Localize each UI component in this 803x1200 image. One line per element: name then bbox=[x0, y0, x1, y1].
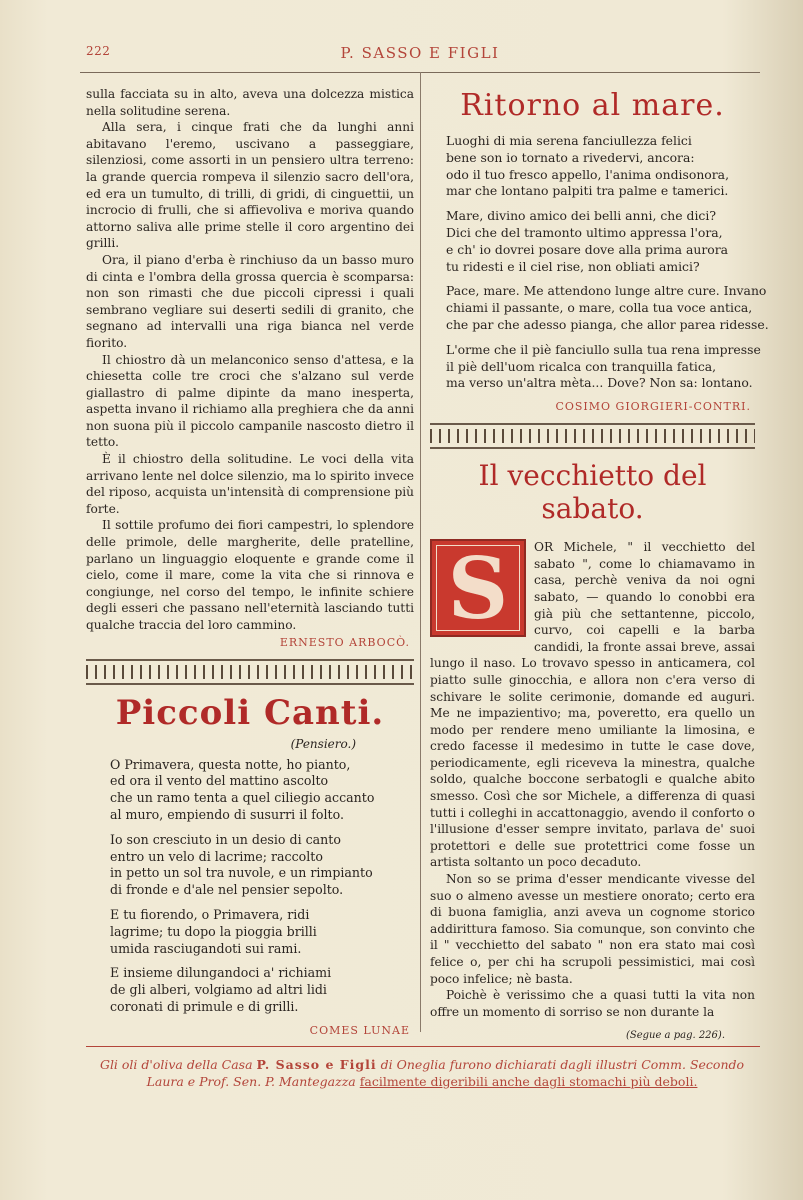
poem-subtitle: (Pensiero.) bbox=[290, 736, 356, 751]
stanza bbox=[110, 832, 414, 899]
article-paragraph: Ora, il piano d'erba è rinchiuso da un basso muro di cinta e l'ombra della grossa quercia è scomparsa: non son rimasti che due piccoli cipressi i quali sembrano vegliare sui deserti sedili di granito, che segnano ad intervalli una riga bianca nel verde fiorito. bbox=[86, 252, 414, 350]
poem-title: Piccoli Canti. bbox=[115, 692, 385, 733]
article-paragraph: È il chiostro della solitudine. Le voci della vita arrivano lente nel dolce silenzio, ma lo spirito invece del riposo, acquista un'intensità di comprensione più forte. bbox=[86, 452, 414, 516]
poem-line: E insieme dilungandoci a' richiami bbox=[110, 965, 332, 981]
poem-line: ma verso un'altra mèta... Dove? Non sa: lontano. bbox=[446, 375, 753, 391]
poem-line: che un ramo tenta a quel ciliegio accanto bbox=[110, 790, 375, 806]
poem-line: Dici che del tramonto ultimo appressa l'ora, bbox=[446, 224, 723, 240]
stanza bbox=[446, 341, 761, 392]
poem-line: bene son io tornato a rivedervi, ancora: bbox=[446, 149, 695, 165]
story-title: Il vecchietto del sabato. bbox=[478, 459, 707, 526]
ornamental-divider bbox=[86, 659, 414, 685]
poem-line: in petto un sol tra nuvole, e un rimpianto bbox=[110, 865, 373, 881]
poem-body bbox=[446, 133, 769, 392]
poem-line: ed ora il vento del mattino ascolto bbox=[110, 773, 329, 789]
advert-text: di Oneglia furono dichiarati dagli illustri Comm. Secondo Laura e Prof. Sen. P. Mantegazza bbox=[146, 1057, 745, 1089]
page-header bbox=[80, 40, 760, 68]
left-column bbox=[86, 86, 414, 1037]
stanza bbox=[110, 757, 414, 824]
poem-signature: COMES LUNAE bbox=[309, 1023, 410, 1037]
continuation-note: (Segue a pag. 226). bbox=[625, 1030, 725, 1042]
ornamental-divider bbox=[430, 423, 755, 449]
story-opening bbox=[430, 539, 755, 871]
poem-body bbox=[110, 757, 414, 1016]
story-paragraph: OR Michele, " il vecchietto del sabato ", come lo chiamavamo in casa, perchè veniva da noi ogni sabato, — quando lo conobbi era già più che settantenne, piccolo, curvo, coi capelli e la barba candidi, la fronte assai breve, assai lungo il naso. Lo trovavo spesso in anticamera, col piatto sulle ginocchia, e allora non c'era verso di schivare le solite cerimonie, domande ed auguri. Me ne impazientivo; ma, poveretto, era quello un modo per rendere meno umiliante la limosina, e credo facesse il medesimo in tutte le case dove, periodicamente, egli riceveva la minestra, qualche soldo, qualche boccone serbatogli e qualche abito smesso. Così che sor Michele, a differenza di quasi tutti i colleghi in accattonaggio, avendo il conforto o l'illusione d'esser sempre invitato, parlava de' suoi protettori e delle sue protettrici come fosse un artista soltanto un poco decaduto. bbox=[430, 540, 755, 870]
stanza bbox=[446, 133, 755, 200]
article-paragraph: sulla facciata su in alto, aveva una dolcezza mistica nella solitudine serena. bbox=[86, 87, 414, 118]
poem-line: di fronde e d'ale nel pensier sepolto. bbox=[110, 882, 344, 898]
stanza bbox=[110, 907, 414, 957]
page-number: 222 bbox=[86, 44, 111, 58]
poem-line: de gli alberi, volgiamo ad altri lidi bbox=[110, 982, 327, 998]
poem-line: umida rasciugandoti sui rami. bbox=[110, 940, 302, 956]
running-title: P. SASSO E FIGLI bbox=[340, 44, 500, 62]
article-paragraph: Alla sera, i cinque frati che da lunghi anni abitavano l'eremo, uscivano a passeggiare, silenziosi, come assorti in un pensiero ultra terreno: la grande quercia rompeva il silenzio sacro dell'ora, ed era un tumulto, di trilli, di gridi, di cinguettii, un incrocio di frulli, che si affievoliva e moriva quando attorno saliva alle prime stelle il coro argentino dei grilli. bbox=[86, 120, 414, 251]
poem-line: Luoghi di mia serena fanciullezza felici bbox=[446, 133, 692, 148]
poem-line: L'orme che il piè fanciullo sulla tua rena impresse bbox=[446, 341, 761, 357]
poem-line: e ch' io dovrei posare dove alla prima aurora bbox=[446, 241, 729, 257]
poem-line: tu ridesti e il ciel rise, non obliati amici? bbox=[446, 258, 700, 274]
advert-text: Gli oli d'oliva della Casa bbox=[99, 1057, 253, 1072]
advert-claim: facilmente digeribili anche dagli stomachi più deboli. bbox=[359, 1074, 698, 1089]
poem-line: il piè dell'uom ricalca con tranquilla fatica, bbox=[446, 358, 717, 374]
poem-line: Pace, mare. Me attendono lunge altre cure. Invano bbox=[446, 283, 767, 299]
poem-line: Mare, divino amico dei belli anni, che dici? bbox=[446, 208, 716, 224]
poem-line: chiami il passante, o mare, colla tua voce antica, bbox=[446, 300, 753, 316]
article-signature: ERNESTO ARBOCÒ. bbox=[279, 635, 410, 649]
right-column bbox=[430, 78, 769, 1042]
story-paragraph: Poichè è verissimo che a quasi tutti la vita non offre un momento di sorriso se non durante la bbox=[430, 988, 755, 1019]
poem-title: Ritorno al mare. bbox=[460, 88, 725, 123]
poem-line: odo il tuo fresco appello, l'anima ondisonora, bbox=[446, 166, 730, 182]
poem-line: O Primavera, questa notte, ho pianto, bbox=[110, 756, 351, 772]
column-divider bbox=[420, 72, 421, 1032]
poem-line: coronati di primule e di grilli. bbox=[110, 998, 299, 1014]
poem-line: E tu fiorendo, o Primavera, ridi bbox=[110, 906, 310, 922]
poem-line: mar che lontano palpiti tra palme e tamerici. bbox=[446, 183, 729, 199]
stanza bbox=[110, 965, 414, 1015]
stanza bbox=[446, 283, 769, 333]
poem-line: lagrime; tu dopo la pioggia brilli bbox=[110, 923, 317, 939]
dropcap-letter: S bbox=[447, 539, 509, 639]
advertisement bbox=[92, 1056, 752, 1090]
story-paragraph: Non so se prima d'esser mendicante vivesse del suo o almeno avesse un mestiere onorato; certo era di buona famiglia, anzi aveva un cognome storico addirittura famoso. Sia comunque, son convinto che il " vecchietto del sabato " non era stato mai così felice o, per chi ha scrupoli pessimistici, mai così poco infelice; nè basta. bbox=[430, 872, 755, 986]
footer-rule bbox=[86, 1046, 760, 1047]
advert-brand: P. Sasso e Figli bbox=[256, 1057, 377, 1072]
poem-line: entro un velo di lacrime; raccolto bbox=[110, 848, 323, 864]
article-paragraph: Il chiostro dà un melanconico senso d'attesa, e la chiesetta colle tre croci che s'alzano sul verde giallastro di palme dipinte da mano inesperta, aspetta invano il richiamo alla preghiera che da anni non suona più il piccolo campanile nascosto dietro il tetto. bbox=[86, 352, 414, 450]
article-paragraph: Il sottile profumo dei fiori campestri, lo splendore delle primole, delle margherite, delle pratelline, parlano un linguaggio eloquente e grande come il cielo, come il mare, come la vita che si rinnova e congiunge, nel corso del tempo, le infinite schiere degli esseri che passano nell'eternità lasciando tutti qualche traccia del loro cammino. bbox=[86, 518, 414, 632]
poem-signature: COSIMO GIORGIERI-CONTRI. bbox=[555, 400, 751, 414]
poem-line: al muro, empiendo di susurri il folto. bbox=[110, 806, 344, 822]
poem-line: che par che adesso pianga, che allor parea ridesse. bbox=[446, 316, 769, 332]
poem-line: Io son cresciuto in un desio di canto bbox=[110, 831, 341, 847]
stanza bbox=[446, 208, 755, 275]
dropcap-illustration bbox=[430, 539, 526, 637]
